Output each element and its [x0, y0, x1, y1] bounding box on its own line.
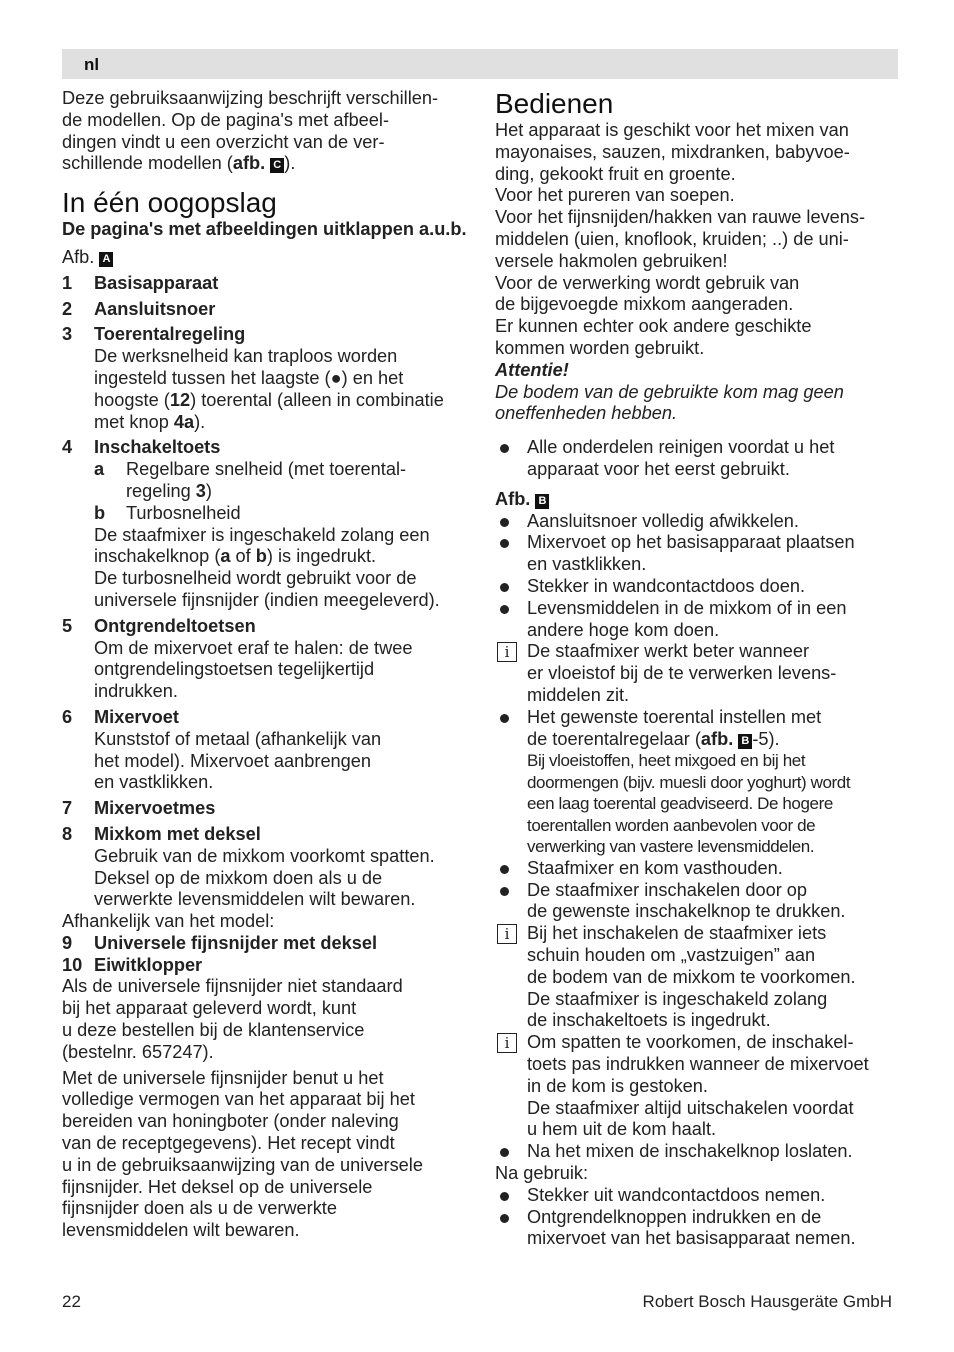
info-note: i Om spatten te voorkomen, de inschakel- toets pas indrukken wanneer de mixervoet in de kom is gestoken. De staafmixer altijd uitschakelen voordat u hem uit de kom haalt. — [495, 1032, 898, 1141]
list-item: Na het mixen de inschakelknop loslaten. — [495, 1141, 898, 1163]
item-description: Gebruik van de mixkom voorkomt spatten. Deksel op de mixkom doen als u de verwerkte levensmiddelen wilt bewaren. — [94, 845, 435, 910]
info-icon: i — [497, 924, 517, 944]
section-title-operation: Bedienen — [495, 88, 614, 119]
bullet-icon — [500, 714, 509, 723]
list-item: Stekker uit wandcontactdoos nemen. — [495, 1185, 898, 1207]
item-description: De staafmixer is ingeschakeld zolang een inschakelknop (a of b) is ingedrukt. De turbosnelheid wordt gebruikt voor de universele fijnsnijder (indien meegeleverd). — [94, 524, 440, 610]
bullet-icon — [500, 539, 509, 548]
intro-paragraph: Deze gebruiksaanwijzing beschrijft verschillen- de modellen. Op de pagina's met afbeel- dingen vindt u een overzicht van de ver- schillende modellen (afb. C ). — [62, 88, 439, 174]
bullet-icon — [500, 444, 509, 453]
info-note: i De staafmixer werkt beter wanneer er vloeistof bij de te verwerken levens- middelen zit. — [495, 641, 898, 706]
sub-item: a Regelbare snelheid (met toerental- regeling 3) — [94, 459, 407, 501]
item-description: Kunststof of metaal (afhankelijk van het model). Mixervoet aanbrengen en vastklikken. — [94, 728, 382, 793]
small-note: Bij vloeistoffen, heet mixgoed en bij het doormengen (bijv. muesli door yoghurt) wordt een laag toerental geadviseerd. De hogere toerentallen worden aanbevolen voor de verwerking van vastere levensmiddelen. — [527, 751, 851, 857]
bullet-icon — [500, 583, 509, 592]
right-column — [495, 88, 898, 1250]
list-item: Alle onderdelen reinigen voordat u het apparaat voor het eerst gebruikt. — [495, 437, 898, 481]
figure-label-b: Afb. B — [495, 489, 898, 511]
list-item: 4 Inschakeltoets — [62, 437, 221, 458]
list-item: 8 Mixkom met deksel — [62, 823, 261, 844]
info-icon: i — [497, 642, 517, 662]
bullet-icon — [500, 1214, 509, 1223]
list-item: De staafmixer inschakelen door op de gewenste inschakelknop te drukken. — [495, 880, 898, 924]
list-item: 5 Ontgrendeltoetsen — [62, 615, 256, 636]
list-item: Levensmiddelen in de mixkom of in een andere hoge kom doen. — [495, 598, 898, 642]
paragraph-order-info: Als de universele fijnsnijder niet standaard bij het apparaat geleverd wordt, kunt u deze bestellen bij de klantenservice (bestelnr. 657247). — [62, 976, 403, 1062]
list-item: 1 Basisapparaat — [62, 272, 219, 293]
bullet-icon — [500, 865, 509, 874]
operation-intro: Het apparaat is geschikt voor het mixen van mayonaises, sauzen, mixdranken, babyvoe- ding, gekookt fruit en groente. Voor het pureren van soepen. Voor het fijnsnijden/hakken van rauwe levens- middelen (uien, knoflook, kruiden; ..) de uni- versele hakmolen gebruiken! Voor de verwerking wordt gebruik van de bijgevoegde mixkom aangeraden. Er kunnen echter ook andere geschikte kommen worden gebruikt. — [495, 120, 866, 358]
company-name: Robert Bosch Hausgeräte GmbH — [642, 1292, 892, 1311]
list-item: 7 Mixervoetmes — [62, 798, 216, 819]
list-item: Staafmixer en kom vasthouden. — [495, 858, 898, 880]
item-description: De werksnelheid kan traploos worden ingesteld tussen het laagste (●) en het hoogste (12) toerental (alleen in combinatie met knop 4a). — [94, 346, 444, 432]
language-code: nl — [84, 55, 100, 74]
list-item: 2 Aansluitsnoer — [62, 298, 216, 319]
item-description: Om de mixervoet eraf te halen: de twee ontgrendelingstoetsen tegelijkertijd indrukken. — [94, 637, 413, 702]
list-item: Mixervoet op het basisapparaat plaatsen en vastklikken. — [495, 532, 898, 576]
bullet-icon — [500, 1148, 509, 1157]
after-use-label: Na gebruik: — [495, 1162, 589, 1183]
figure-b-icon: B — [535, 494, 549, 509]
figure-b-icon: B — [738, 734, 752, 749]
info-note: i Bij het inschakelen de staafmixer iets schuin houden om „vastzuigen” aan de bodem van de mixkom te voorkomen. De staafmixer is ingeschakeld zolang de inschakeltoets is ingedrukt. — [495, 923, 898, 1032]
list-item: 9 Universele fijnsnijder met deksel — [62, 932, 378, 953]
info-icon: i — [497, 1033, 517, 1053]
list-item: 6 Mixervoet — [62, 706, 179, 727]
dot-symbol-icon: ● — [330, 367, 342, 388]
list-item: 3 Toerentalregeling — [62, 324, 246, 345]
section-title-overview: In één oogopslag — [62, 187, 277, 219]
list-item: 10 Eiwitklopper — [62, 954, 203, 975]
list-item: Aansluitsnoer volledig afwikkelen. — [495, 511, 898, 533]
sub-item: b Turbosnelheid — [94, 502, 241, 523]
language-header-bar — [62, 49, 898, 79]
figure-label-a: Afb. A — [62, 247, 467, 269]
bullet-icon — [500, 887, 509, 896]
bullet-icon — [500, 518, 509, 527]
left-column — [62, 88, 467, 1242]
model-note: Afhankelijk van het model: — [62, 911, 275, 932]
attention-text: De bodem van de gebruikte kom mag geen oneffenheden hebben. — [495, 381, 844, 424]
bullet-icon — [500, 1192, 509, 1201]
figure-c-icon: C — [270, 158, 284, 173]
attention-title: Attentie! — [495, 359, 569, 380]
list-item: Stekker in wandcontactdoos doen. — [495, 576, 898, 598]
list-item: Ontgrendelknoppen indrukken en de mixervoet van het basisapparaat nemen. — [495, 1207, 898, 1251]
bullet-icon — [500, 605, 509, 614]
figure-a-icon: A — [99, 252, 113, 267]
list-item: Het gewenste toerental instellen met de toerentalregelaar (afb. B -5). — [495, 707, 898, 751]
paragraph-chopper-info: Met de universele fijnsnijder benut u het volledige vermogen van het apparaat bij het bereiden van honingboter (onder naleving van de receptgegevens). Het recept vindt u in de gebruiksaanwijzing van de universele fijnsnijder. Het deksel op de universele fijnsnijder doen als u de verwerkte levensmiddelen wilt bewaren. — [62, 1067, 423, 1241]
section-subtitle: De pagina's met afbeeldingen uitklappen a.u.b. — [62, 219, 467, 240]
page-number: 22 — [62, 1292, 81, 1311]
